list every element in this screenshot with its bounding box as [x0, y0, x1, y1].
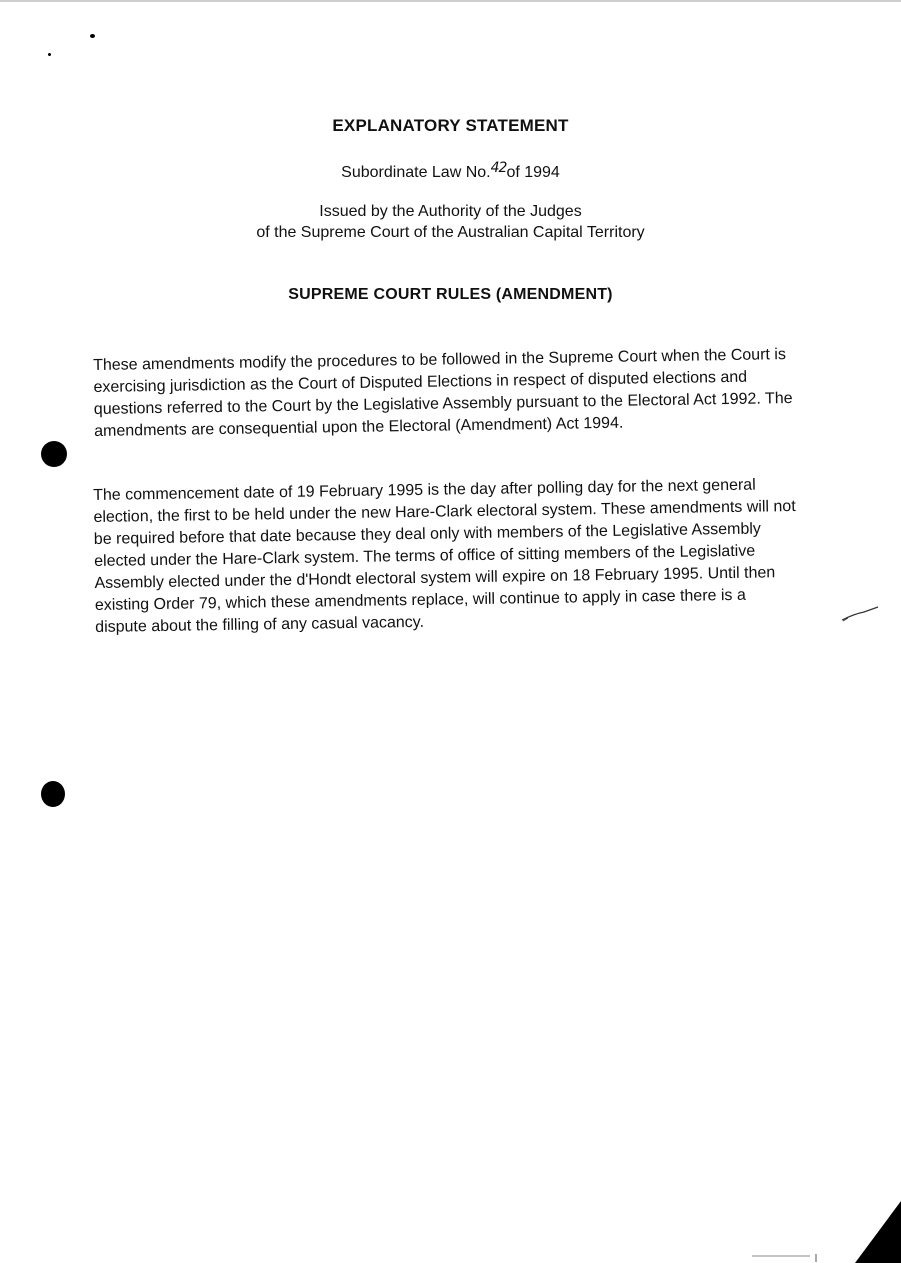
subordinate-law-suffix: of 1994 — [506, 164, 560, 181]
body-paragraph: The commencement date of 19 February 1995 is the day after polling day for the next general election, the first to be held under the new Hare-Clark electoral system. These amendments will not be required before that date because they deal only with members of the Legislative Assembly elected under the Hare-Clark system. The terms of office of sitting members of the Legislative Assembly elected under the d'Hondt electoral system will expire on 18 February 1995. Until then existing Order 79, which these amendments replace, will continue to apply in case there is a dispute about the filling of any casual vacancy. — [93, 476, 796, 636]
body-paragraph: These amendments modify the procedures to be followed in the Supreme Court when the Court is exercising jurisdiction as the Court of Disputed Elections in respect of disputed elections and questions referred to the Court by the Legislative Assembly pursuant to the Electoral Act 1992. The amendments are consequential upon the Electoral (Amendment) Act 1994. — [93, 346, 793, 440]
section-heading: SUPREME COURT RULES (AMENDMENT) — [288, 286, 613, 303]
issued-by-line: of the Supreme Court of the Australian Capital Territory — [256, 224, 645, 241]
document-title: EXPLANATORY STATEMENT — [332, 116, 569, 135]
scan-artifact-lines — [750, 1254, 820, 1262]
punch-hole-icon — [41, 441, 67, 467]
subordinate-law-prefix: Subordinate Law No. — [341, 164, 491, 181]
issued-by-block — [0, 201, 901, 243]
handwritten-law-number: 42 — [490, 160, 507, 176]
scan-speck — [48, 53, 51, 56]
subordinate-law-line — [0, 160, 901, 182]
issued-by-line: Issued by the Authority of the Judges — [319, 203, 582, 220]
folded-corner — [855, 1201, 901, 1263]
scan-edge — [0, 0, 901, 2]
pen-stroke-icon — [840, 604, 880, 624]
scan-speck — [90, 34, 95, 38]
punch-hole-icon — [41, 781, 65, 807]
